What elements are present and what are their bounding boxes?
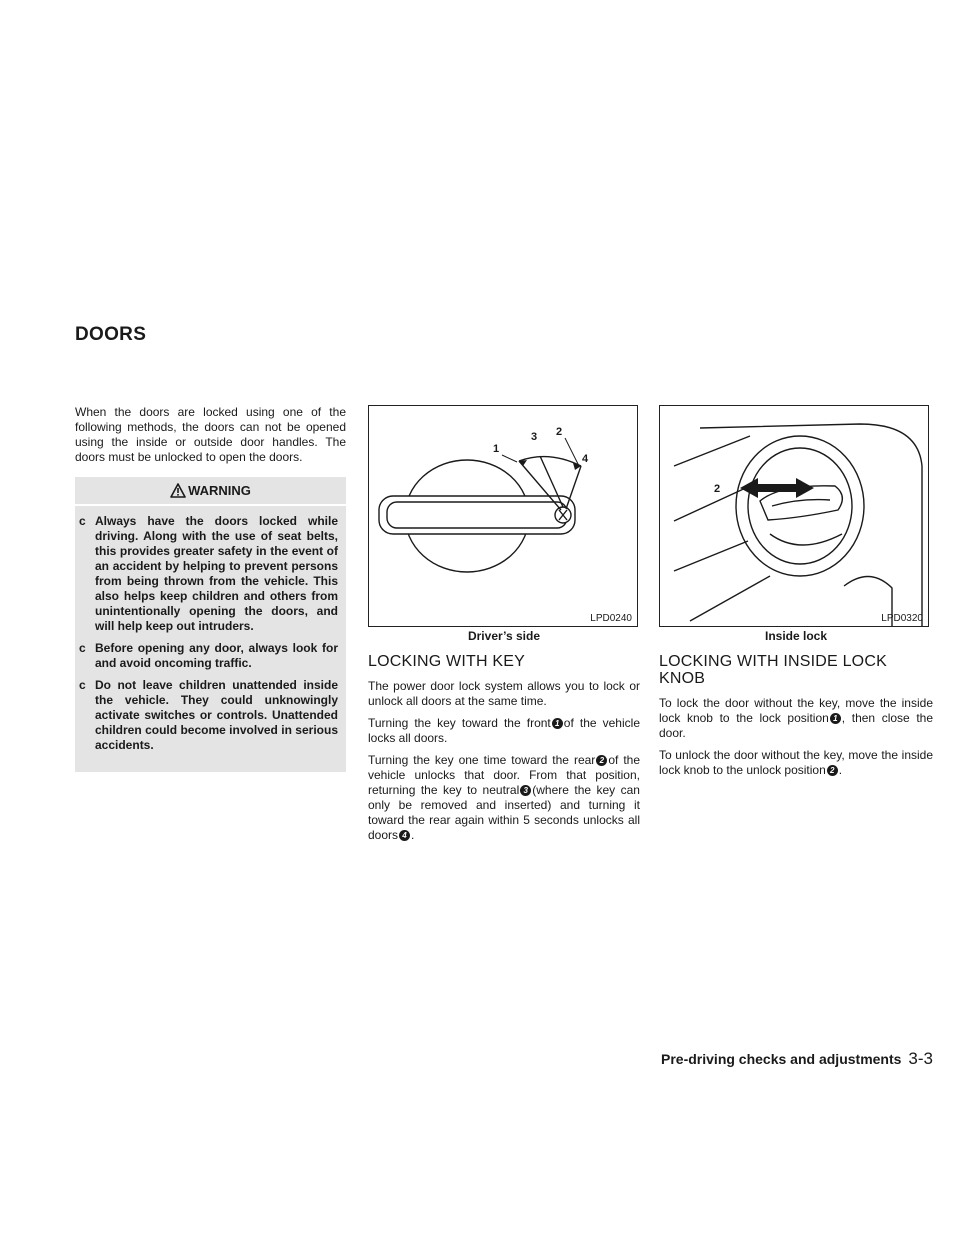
callout-3-icon: 3 bbox=[520, 785, 531, 796]
warning-item bbox=[79, 514, 338, 634]
key-text: . bbox=[411, 828, 415, 842]
bullet-icon: c bbox=[79, 641, 86, 655]
warning-header bbox=[75, 483, 346, 506]
warning-item bbox=[79, 641, 338, 671]
door-handle-illustration bbox=[369, 406, 637, 626]
figure-code: LPD0320 bbox=[881, 613, 923, 624]
page-number: 3-3 bbox=[908, 1049, 933, 1068]
knob-text: . bbox=[838, 763, 843, 777]
intro-paragraph: When the doors are locked using one of the following methods, the doors can not be opened using the inside or outside door handles. The doors must be unlocked to open the doors. bbox=[75, 405, 346, 464]
callout-4: 4 bbox=[582, 453, 589, 465]
inside-lock-illustration bbox=[660, 406, 932, 626]
warning-title: WARNING bbox=[188, 483, 251, 498]
warning-item bbox=[79, 678, 338, 753]
bullet-icon: c bbox=[79, 678, 86, 692]
key-text: of the vehicle locks all doors. bbox=[368, 716, 640, 745]
callout-1-icon: 1 bbox=[552, 718, 563, 729]
page-footer bbox=[661, 1049, 933, 1069]
callout-4-icon: 4 bbox=[399, 830, 410, 841]
key-paragraph-1: The power door lock system allows you to lock or unlock all doors at the same time. bbox=[368, 679, 640, 708]
knob-text: , then close the door. bbox=[659, 711, 934, 740]
callout-1: 1 bbox=[493, 443, 500, 455]
knob-text: To lock the door without the key, move the inside lock knob to the lock position bbox=[659, 696, 933, 725]
callout-2-icon: 2 bbox=[827, 765, 838, 776]
column-left bbox=[75, 405, 346, 772]
key-text: of the vehicle unlocks that door. From that position, returning the key to neutral bbox=[368, 753, 640, 797]
figure-caption: Inside lock bbox=[764, 629, 828, 643]
chapter-title: Pre-driving checks and adjustments bbox=[661, 1051, 902, 1067]
figure-drivers-side bbox=[368, 405, 638, 627]
callout-3: 3 bbox=[531, 431, 538, 443]
key-paragraph-2 bbox=[368, 716, 640, 746]
warning-triangle-icon bbox=[170, 483, 186, 498]
key-paragraph-3 bbox=[368, 753, 640, 843]
column-middle bbox=[368, 405, 640, 850]
bullet-icon: c bbox=[79, 514, 86, 528]
callout-2: 2 bbox=[714, 483, 721, 495]
callout-2: 2 bbox=[556, 426, 563, 438]
callout-2-icon: 2 bbox=[596, 755, 607, 766]
warning-text: Before opening any door, always look for and avoid oncoming traffic. bbox=[95, 641, 338, 670]
warning-text: Do not leave children unattended inside the vehicle. They could unknowingly activate switches or controls. Unattended children could become involved in serious accidents. bbox=[95, 678, 338, 752]
key-text: Turning the key toward the front bbox=[368, 716, 551, 730]
knob-paragraph-2 bbox=[659, 748, 933, 778]
warning-box bbox=[75, 477, 346, 772]
column-right bbox=[659, 405, 933, 785]
knob-text: To unlock the door without the key, move the inside lock knob to the unlock position bbox=[659, 748, 933, 777]
callout-1: 1 bbox=[797, 479, 804, 491]
callout-1-icon: 1 bbox=[830, 713, 841, 724]
section-title: DOORS bbox=[75, 324, 147, 345]
heading-locking-with-key: LOCKING WITH KEY bbox=[368, 653, 525, 670]
figure-code: LPD0240 bbox=[590, 613, 632, 624]
key-text: Turning the key one time toward the rear bbox=[368, 753, 596, 767]
knob-paragraph-1 bbox=[659, 696, 933, 741]
figure-inside-lock bbox=[659, 405, 929, 627]
warning-text: Always have the doors locked while driving. Along with the use of seat belts, this provides greater safety in the event of an accident by helping to prevent persons from being thrown from the vehicle. This also helps keep children and others from unintentionally opening the doors, and will help keep out intruders. bbox=[95, 514, 338, 633]
heading-locking-with-inside-lock-knob: LOCKING WITH INSIDE LOCK KNOB bbox=[659, 653, 887, 687]
figure-caption: Driver’s side bbox=[467, 629, 541, 643]
key-text: (where the key can only be removed and inserted) and turning it toward the rear again within 5 seconds unlocks all doors bbox=[368, 783, 640, 842]
